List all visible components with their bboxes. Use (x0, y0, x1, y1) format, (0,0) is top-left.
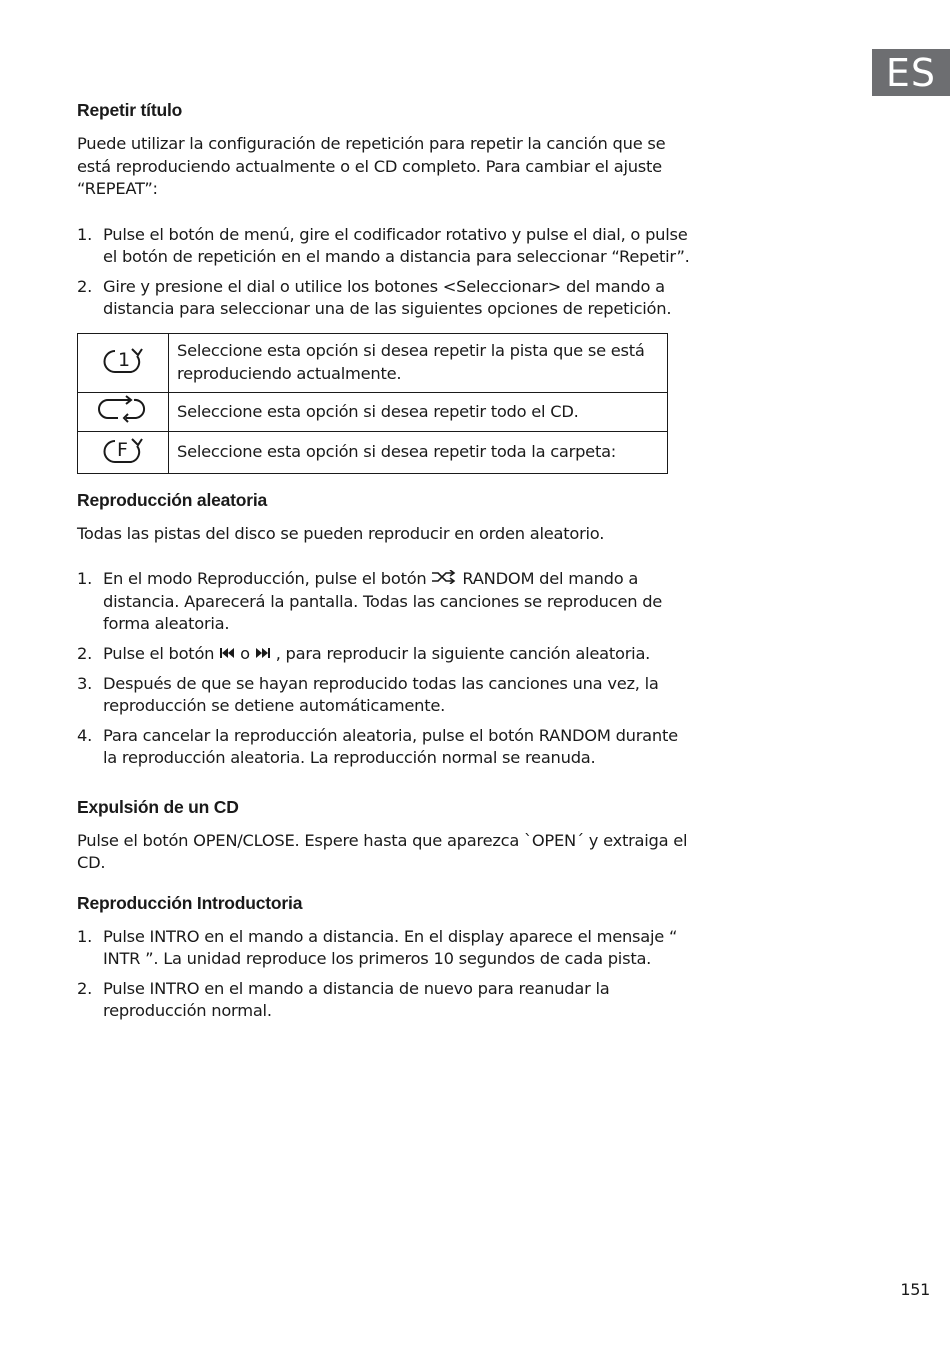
list-item (77, 276, 692, 321)
table-row (78, 392, 668, 432)
list-item (77, 725, 692, 770)
list-item (77, 926, 692, 971)
list-number: 2. (77, 978, 93, 998)
previous-track-icon (219, 643, 235, 666)
random-intro: Todas las pistas del disco se pueden reproducir en orden aleatorio. (77, 523, 605, 543)
list-item (77, 673, 692, 718)
list-item (77, 224, 692, 269)
table-text-cell: Seleccione esta opción si desea repetir la pista que se está reproduciendo actualmente. (169, 333, 668, 392)
eject-text: Pulse el botón OPEN/CLOSE. Espere hasta que aparezca `OPEN´ y extraiga el CD. (77, 830, 688, 872)
list-text: Después de que se hayan reproducido todas las canciones una vez, la reproducción se detiene automáticamente. (103, 673, 659, 715)
list-number: 3. (77, 673, 93, 693)
repeat-folder-icon (101, 432, 145, 473)
list-text: , para reproducir la siguiente canción aleatoria. (275, 643, 651, 663)
list-number: 2. (77, 643, 93, 663)
repeat-intro: Puede utilizar la configuración de repetición para repetir la canción que se está reproduciendo actualmente o el CD completo. Para cambiar el ajuste “REPEAT”: (77, 134, 666, 198)
list-number: 1. (77, 569, 93, 588)
section-title-eject: Expulsión de un CD (77, 796, 239, 817)
table-icon-cell (78, 392, 169, 432)
table-row (78, 432, 668, 474)
list-text: En el modo Reproducción, pulse el botón (103, 569, 427, 588)
section-title-intro: Reproducción Introductoria (77, 892, 303, 913)
page-number: 151 (900, 1280, 930, 1299)
list-text: Pulse el botón de menú, gire el codificador rotativo y pulse el dial, o pulse el botón de repetición en el mando a distancia para seleccionar “Repetir”. (103, 224, 690, 266)
section-title-repeat: Repetir título (77, 100, 183, 120)
list-text: RANDOM del mando a distancia. Aparecerá la pantalla. Todas las canciones se reproducen de forma aleatoria. (103, 569, 663, 634)
svg-text:F: F (117, 439, 128, 461)
table-icon-cell (78, 432, 169, 474)
svg-text:1: 1 (118, 349, 130, 372)
list-text: o (240, 643, 250, 663)
next-track-icon (255, 643, 271, 666)
list-number: 2. (77, 276, 93, 296)
intro-steps (77, 926, 692, 1023)
list-text: Gire y presione el dial o utilice los botones <Seleccionar> del mando a distancia para seleccionar una de las siguientes opciones de repetición. (103, 276, 672, 318)
list-item (77, 568, 692, 636)
list-text: Para cancelar la reproducción aleatoria, pulse el botón RANDOM durante la reproducción aleatoria. La reproducción normal se reanuda. (103, 725, 678, 767)
language-tab: ES (872, 49, 950, 96)
list-number: 1. (77, 926, 93, 946)
list-item (77, 643, 692, 666)
random-steps (77, 568, 692, 770)
page-content (77, 98, 692, 1023)
list-text: Pulse INTRO en el mando a distancia de nuevo para reanudar la reproducción normal. (103, 978, 610, 1020)
shuffle-icon (431, 568, 457, 591)
list-text: Pulse el botón (103, 643, 215, 663)
table-row (78, 333, 668, 392)
repeat-steps (77, 224, 692, 321)
repeat-mode-table (77, 333, 668, 474)
table-text-cell: Seleccione esta opción si desea repetir todo el CD. (169, 392, 668, 432)
list-text: Pulse INTRO en el mando a distancia. En el display aparece el mensaje “ INTR ”. La unidad reproduce los primeros 10 segundos de cada pista. (103, 926, 678, 968)
list-number: 1. (77, 224, 93, 244)
list-item (77, 978, 692, 1023)
table-text-cell: Seleccione esta opción si desea repetir toda la carpeta: (169, 432, 668, 474)
section-title-random: Reproducción aleatoria (77, 489, 268, 510)
table-icon-cell (78, 333, 169, 392)
list-number: 4. (77, 725, 93, 745)
repeat-one-icon (101, 342, 145, 383)
repeat-all-icon (98, 393, 148, 432)
